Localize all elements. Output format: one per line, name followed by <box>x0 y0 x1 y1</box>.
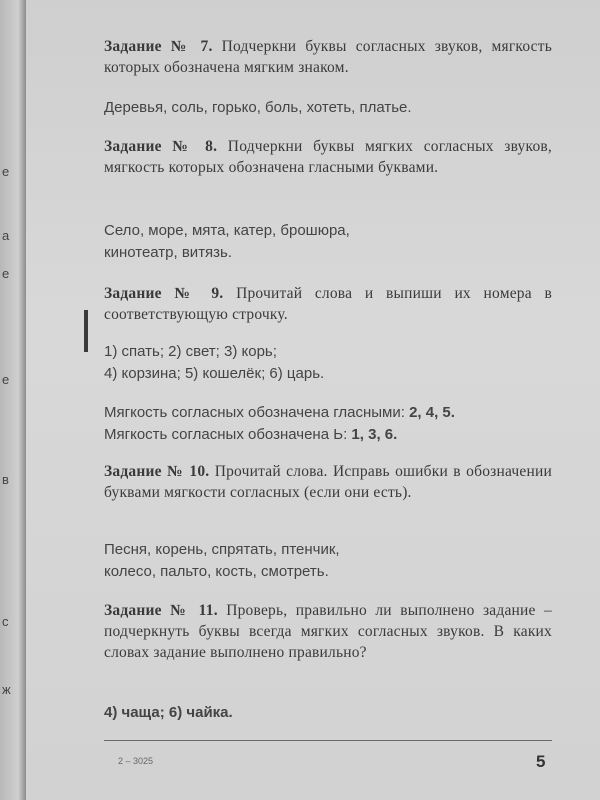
task-8 <box>104 136 552 178</box>
task-7-label: Задание № 7. <box>104 38 213 55</box>
task-9-text: Прочитай слова и выпиши их номера в соответствующую строчку. <box>104 285 552 323</box>
margin-letter: ж <box>2 682 11 697</box>
task-7-words: Деревья, соль, горько, боль, хотеть, платье. <box>104 99 412 116</box>
task-9-list-line1: 1) спать; 2) свет; 3) корь; <box>104 343 277 360</box>
page-number: 5 <box>536 752 546 771</box>
task-8-words <box>104 220 552 264</box>
task-10 <box>104 461 552 503</box>
task-8-label: Задание № 8. <box>104 138 218 155</box>
margin-letter: с <box>2 614 9 629</box>
task-9-answer-2 <box>104 424 552 446</box>
textbook-page <box>26 0 600 800</box>
task-11-label: Задание № 11. <box>104 602 218 619</box>
task-9-label: Задание № 9. <box>104 285 224 302</box>
task-7-text: Подчеркни буквы согласных звуков, мягкость которых обозначена мягким знаком. <box>104 38 552 76</box>
task-11 <box>104 600 552 663</box>
task-10-label: Задание № 10. <box>104 463 210 480</box>
task-9-answers <box>104 402 552 446</box>
task-8-words-line1: Село, море, мята, катер, брошюра, <box>104 222 350 239</box>
margin-letter: е <box>2 164 10 179</box>
margin-mark <box>84 310 88 352</box>
margin-letter: в <box>2 472 9 487</box>
adjacent-page-edge <box>0 0 26 800</box>
task-10-words <box>104 539 552 583</box>
margin-letter: е <box>2 266 10 281</box>
task-10-text: Прочитай слова. Исправь ошибки в обозначении буквами мягкости согласных (если они есть). <box>104 463 552 501</box>
print-signature: 2 – 3025 <box>118 756 154 766</box>
task-9-answer-1 <box>104 402 552 424</box>
answer-1-text: Мягкость согласных обозначена гласными: <box>104 404 405 421</box>
task-10-words-line1: Песня, корень, спрятать, птенчик, <box>104 541 340 558</box>
task-7 <box>104 36 552 78</box>
answer-2-text: Мягкость согласных обозначена Ь: <box>104 426 348 443</box>
answer-1-numbers: 2, 4, 5. <box>409 404 455 421</box>
task-8-text: Подчеркни буквы мягких согласных звуков, мягкость которых обозначена гласными буквами. <box>104 138 552 176</box>
task-11-answer: 4) чаща; 6) чайка. <box>104 704 233 721</box>
task-9-list-line2: 4) корзина; 5) кошелёк; 6) царь. <box>104 365 325 382</box>
task-8-words-line2: кинотеатр, витязь. <box>104 244 233 261</box>
margin-letter: а <box>2 228 10 243</box>
task-10-words-line2: колесо, пальто, кость, смотреть. <box>104 563 329 580</box>
page-bottom-rule <box>104 740 552 741</box>
task-11-text: Проверь, правильно ли выполнено задание – подчеркнуть буквы всегда мягких согласных звуков. В каких словах задание выполнено правильно? <box>104 602 552 661</box>
task-9 <box>104 283 552 325</box>
answer-2-numbers: 1, 3, 6. <box>351 426 398 443</box>
margin-letter: е <box>2 372 10 387</box>
task-9-list <box>104 341 552 385</box>
